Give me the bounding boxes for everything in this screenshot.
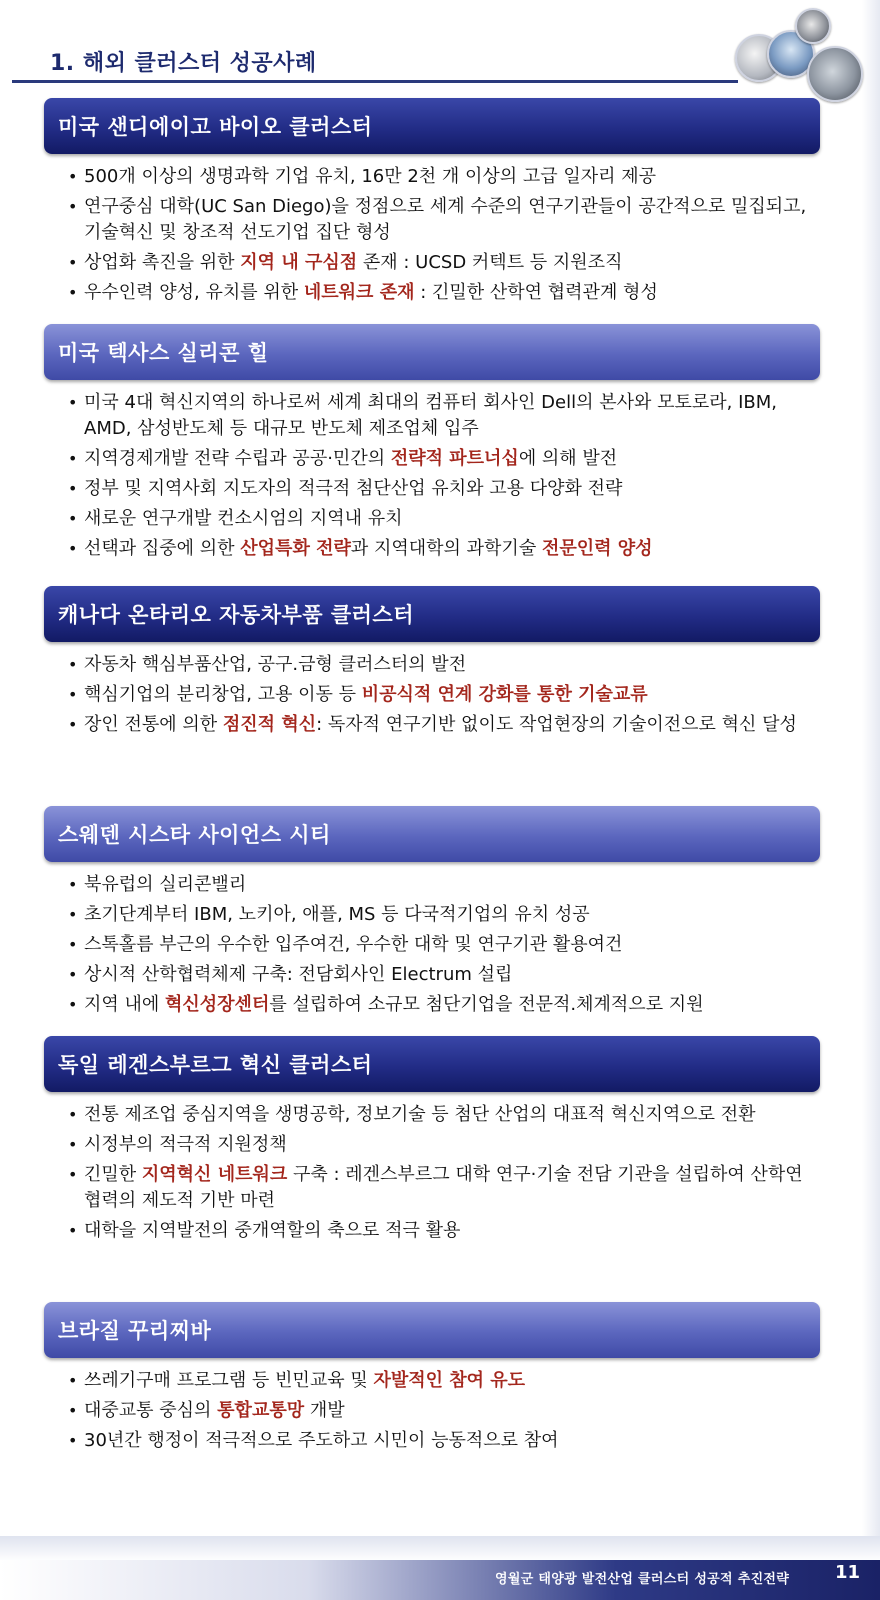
bullet-text: 대학을 지역발전의 중개역할의 축으로 적극 활용 (84, 1220, 461, 1241)
bullet-text: : 독자적 연구기반 없이도 작업현장의 기술이전으로 혁신 달성 (316, 714, 797, 735)
bullet-list (44, 872, 820, 1018)
bullet-text: 새로운 연구개발 컨소시엄의 지역내 유치 (84, 508, 403, 529)
bullet-text: 시정부의 적극적 지원정책 (84, 1134, 287, 1155)
bullet-item (44, 194, 820, 246)
bullet-text: 상시적 산학협력체제 구축: 전담회사인 Electrum 설립 (84, 964, 513, 985)
bullet-text: 초기단계부터 IBM, 노키아, 애플, MS 등 다국적기업의 유치 성공 (84, 904, 590, 925)
section-header (44, 324, 820, 380)
bullet-text: 존재 : UCSD 커텍트 등 지원조직 (357, 252, 623, 273)
bullet-text: 과 지역대학의 과학기술 (350, 538, 542, 559)
highlight-text: 산업특화 전략 (240, 538, 351, 559)
section-header (44, 98, 820, 154)
bullet-item (44, 712, 820, 738)
bullet-text: 미국 4대 혁신지역의 하나로써 세계 최대의 컴퓨터 회사인 Dell의 본사와 모토로라, IBM, AMD, 삼성반도체 등 대규모 반도체 제조업체 입주 (84, 392, 777, 439)
bullet-item (44, 476, 820, 502)
bullet-text: 상업화 촉진을 위한 (84, 252, 241, 273)
bullet-text: 지역경제개발 전략 수립과 공공·민간의 (84, 448, 391, 469)
section-title: 독일 레겐스부르그 혁신 클러스터 (58, 1053, 373, 1077)
bullet-list (44, 1102, 820, 1244)
highlight-text: 전문인력 양성 (541, 538, 653, 559)
highlight-text: 비공식적 연계 강화를 통한 기술교류 (361, 684, 648, 705)
footer-text: 영월군 태양광 발전산업 클러스터 성공적 추진전략 (495, 1572, 790, 1587)
bullet-text: 긴밀한 (84, 1164, 142, 1185)
highlight-text: 점진적 혁신 (222, 714, 317, 735)
section-curitiba (44, 1302, 820, 1458)
section-title: 미국 텍사스 실리콘 힐 (58, 341, 269, 365)
bullet-item (44, 164, 820, 190)
section-header (44, 1302, 820, 1358)
bullet-item (44, 652, 820, 678)
bullet-item (44, 390, 820, 442)
page-number: 11 (835, 1562, 861, 1583)
bullet-item (44, 872, 820, 898)
bullet-text: 연구중심 대학(UC San Diego)을 정점으로 세계 수준의 연구기관들이 공간적으로 밀집되고, 기술혁신 및 창조적 선도기업 집단 형성 (84, 196, 807, 243)
bullet-list (44, 164, 820, 306)
header (0, 0, 880, 90)
highlight-text: 네트워크 존재 (303, 282, 415, 303)
page-title: 1. 해외 클러스터 성공사례 (50, 51, 317, 76)
bullet-item (44, 1218, 820, 1244)
bullet-item (44, 506, 820, 532)
bullet-item (44, 682, 820, 708)
section-header (44, 1036, 820, 1092)
bullet-text: 우수인력 양성, 유치를 위한 (84, 282, 304, 303)
section-title: 캐나다 온타리오 자동차부품 클러스터 (58, 603, 415, 627)
bullet-text: 쓰레기구매 프로그램 등 빈민교육 및 (84, 1370, 374, 1391)
bullet-item (44, 446, 820, 472)
highlight-text: 통합교통망 (217, 1400, 305, 1421)
highlight-text: 혁신성장센터 (165, 994, 270, 1015)
photo-thumbnail-icon (795, 8, 831, 44)
bullet-item (44, 932, 820, 958)
bullet-text: 장인 전통에 의한 (84, 714, 223, 735)
section-title: 브라질 꾸리찌바 (58, 1319, 212, 1343)
bullet-text: 를 설립하여 소규모 첨단기업을 전문적.체계적으로 지원 (269, 994, 704, 1015)
bullet-item (44, 1132, 820, 1158)
bullet-list (44, 1368, 820, 1454)
bullet-list (44, 652, 820, 738)
bullet-item (44, 1162, 820, 1214)
bullet-text: 개발 (304, 1400, 345, 1421)
bullet-text: 전통 제조업 중심지역을 생명공학, 정보기술 등 첨단 산업의 대표적 혁신지역으로 전환 (84, 1104, 756, 1125)
bullet-text: 에 의해 발전 (518, 448, 618, 469)
bullet-text: 지역 내에 (84, 994, 165, 1015)
bullet-item (44, 962, 820, 988)
section-header (44, 586, 820, 642)
section-title: 미국 샌디에이고 바이오 클러스터 (58, 115, 373, 139)
bullet-item (44, 536, 820, 562)
photo-thumbnail-icon (807, 46, 863, 102)
header-rule (12, 80, 738, 83)
section-header (44, 806, 820, 862)
bullet-text: 500개 이상의 생명과학 기업 유치, 16만 2천 개 이상의 고급 일자리 제공 (84, 166, 657, 187)
bullet-list (44, 390, 820, 562)
section-ontario (44, 586, 820, 742)
bullet-text: 핵심기업의 분리창업, 고용 이동 등 (84, 684, 362, 705)
bullet-text: 스톡홀름 부근의 우수한 입주여건, 우수한 대학 및 연구기관 활용여건 (84, 934, 623, 955)
bullet-text: 대중교통 중심의 (84, 1400, 218, 1421)
highlight-text: 자발적인 참여 유도 (373, 1370, 526, 1391)
bullet-text: 선택과 집중에 의한 (84, 538, 241, 559)
section-kista (44, 806, 820, 1022)
bullet-text: : 긴밀한 산학연 협력관계 형성 (414, 282, 658, 303)
highlight-text: 지역혁신 네트워크 (141, 1164, 288, 1185)
bullet-text: 자동차 핵심부품산업, 공구.금형 클러스터의 발전 (84, 654, 467, 675)
section-texas (44, 324, 820, 566)
bullet-text: 30년간 행정이 적극적으로 주도하고 시민이 능동적으로 참여 (84, 1430, 559, 1451)
bullet-text: 구축 : 레겐스부르그 대학 연구·기술 전담 기관을 설립하여 산학연 협력의 제도적 기반 마련 (84, 1164, 803, 1211)
highlight-text: 전략적 파트너십 (390, 448, 519, 469)
bullet-item (44, 902, 820, 928)
bullet-text: 북유럽의 실리콘밸리 (84, 874, 247, 895)
section-san-diego (44, 98, 820, 310)
bullet-item (44, 1368, 820, 1394)
bullet-item (44, 1102, 820, 1128)
highlight-text: 지역 내 구심점 (240, 252, 358, 273)
section-title: 스웨덴 시스타 사이언스 시티 (58, 823, 331, 847)
bullet-item (44, 992, 820, 1018)
section-regensburg (44, 1036, 820, 1248)
bullet-item (44, 1428, 820, 1454)
bullet-item (44, 250, 820, 276)
bullet-item (44, 1398, 820, 1424)
header-photo-collage (735, 6, 860, 101)
right-border-decoration (862, 0, 880, 1600)
bullet-item (44, 280, 820, 306)
bullet-text: 정부 및 지역사회 지도자의 적극적 첨단산업 유치와 고용 다양화 전략 (84, 478, 623, 499)
